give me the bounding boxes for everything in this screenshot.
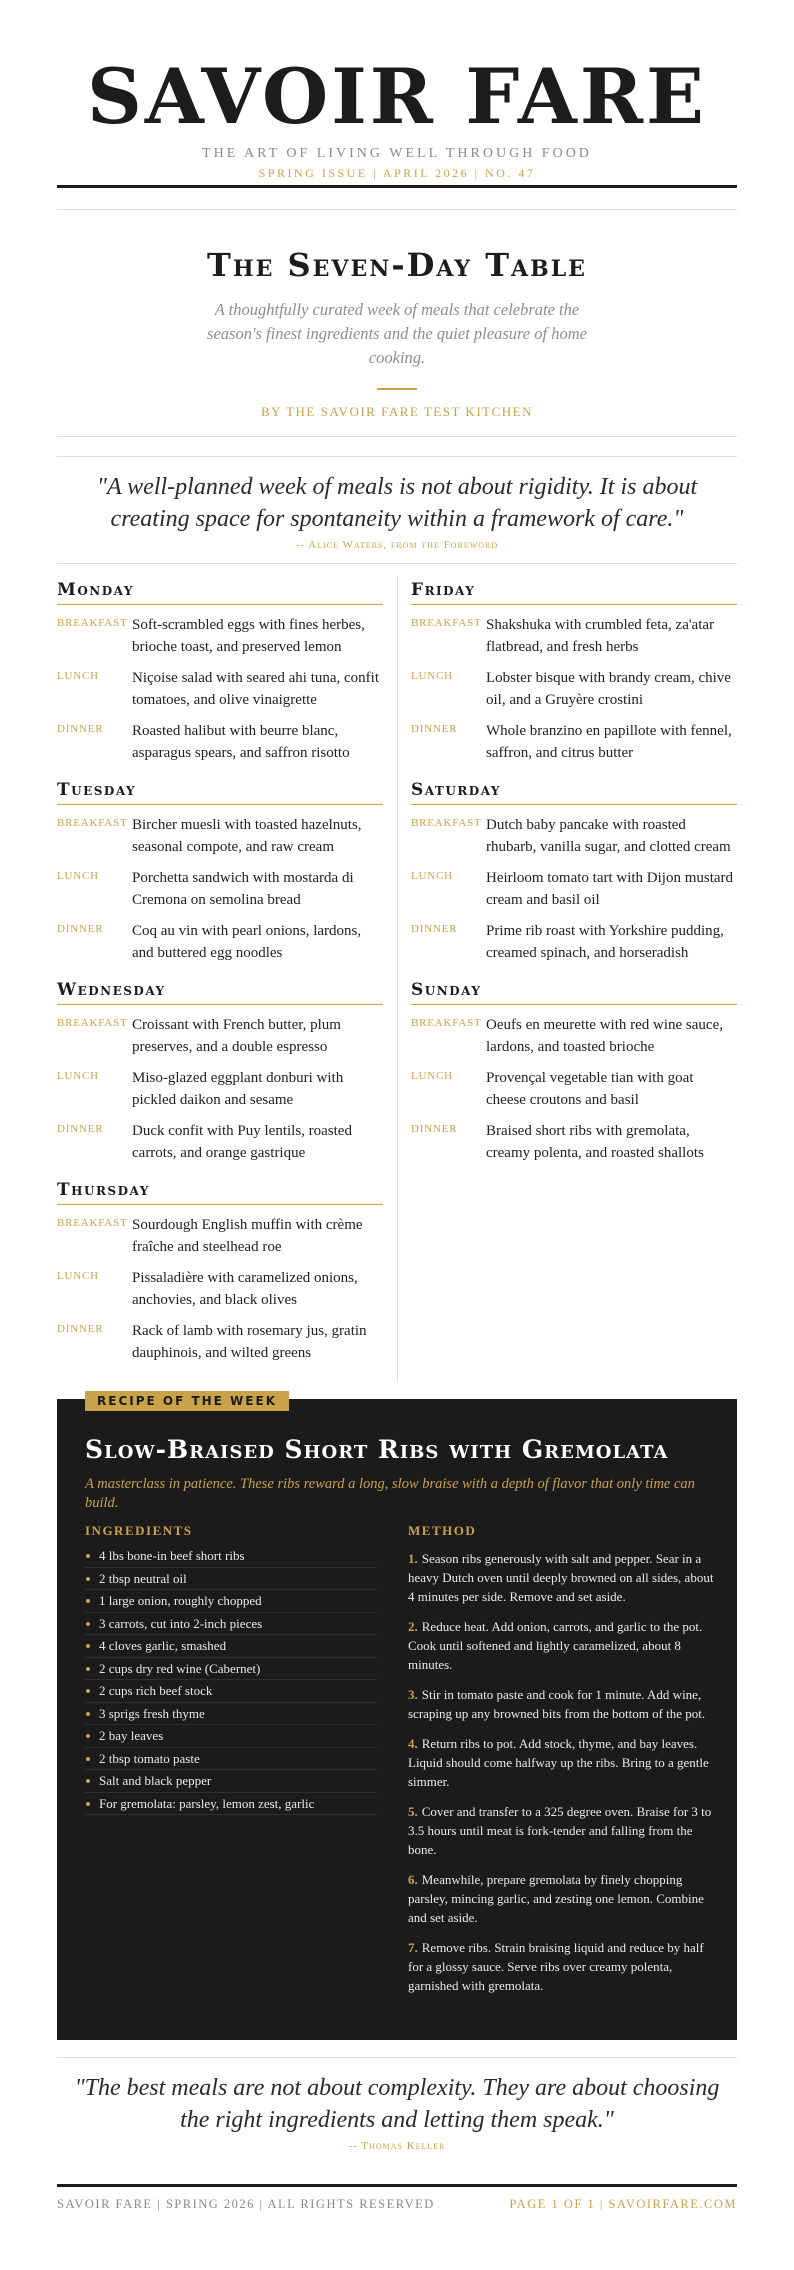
meal-dish: Miso-glazed eggplant donburi with pickled daikon and sesame — [132, 1070, 344, 1108]
ingredient-text: 1 large onion, roughly chopped — [99, 1593, 262, 1608]
ingredient-item — [85, 1703, 377, 1726]
ingredient-item — [85, 1680, 377, 1703]
masthead-rule — [57, 185, 737, 188]
ingredient-text: Salt and black pepper — [99, 1773, 212, 1788]
method-step — [408, 1685, 714, 1723]
day-name: Sunday — [411, 980, 737, 1005]
bullet-icon — [86, 1577, 90, 1581]
method-step — [408, 1802, 714, 1859]
recipe-dek: A masterclass in patience. These ribs reward a long, slow braise with a depth of flavor that only time can build. — [85, 1476, 695, 1511]
divider — [57, 209, 737, 210]
gold-divider — [377, 388, 417, 390]
method-step — [408, 1938, 714, 1995]
ingredient-text: 2 cups rich beef stock — [99, 1683, 213, 1698]
meal-dish: Croissant with French butter, plum preserves, and a double espresso — [132, 1017, 341, 1055]
day-block — [57, 580, 383, 764]
footer — [57, 2197, 737, 2212]
meal-dish: Provençal vegetable tian with goat cheese croutons and basil — [486, 1070, 694, 1108]
step-text: Remove ribs. Strain braising liquid and reduce by half for a glossy sauce. Serve ribs over creamy polenta, garnished with gremolata. — [408, 1940, 704, 1993]
divider — [57, 563, 737, 564]
method-step — [408, 1549, 714, 1606]
meal-label: DINNER — [57, 923, 104, 935]
ingredient-text: 2 cups dry red wine (Cabernet) — [99, 1660, 261, 1676]
ingredient-item — [85, 1725, 377, 1748]
recipe-tab: RECIPE OF THE WEEK — [85, 1391, 289, 1411]
pull-quote-attribution: -- Alice Waters, from the Foreword — [295, 539, 499, 551]
ingredient-item — [85, 1635, 377, 1658]
meal-row — [411, 1067, 737, 1111]
article-title: The Seven-Day Table — [207, 246, 587, 284]
footer-page-info[interactable]: PAGE 1 OF 1 | SAVOIRFARE.COM — [509, 2197, 737, 2211]
ingredient-item — [85, 1658, 377, 1681]
step-text: Season ribs generously with salt and pepper. Sear in a heavy Dutch oven until deeply browned on all sides, about 4 minutes per side. Remove and set aside. — [408, 1551, 714, 1604]
meal-row — [57, 1014, 383, 1058]
article-dek: A thoughtfully curated week of meals that celebrate the season's finest ingredients and the quiet pleasure of home cooking. — [207, 300, 587, 367]
meal-row — [57, 720, 383, 764]
day-name: Thursday — [57, 1180, 383, 1205]
meal-row — [411, 1014, 737, 1058]
meal-dish: Heirloom tomato tart with Dijon mustard cream and basil oil — [486, 870, 734, 908]
bullet-icon — [86, 1644, 90, 1648]
meal-dish: Rack of lamb with rosemary jus, gratin dauphinois, and wilted greens — [132, 1323, 367, 1361]
bullet-icon — [86, 1712, 90, 1716]
meal-row — [57, 920, 383, 964]
day-name: Tuesday — [57, 780, 383, 805]
day-block — [411, 780, 737, 964]
meal-label: LUNCH — [57, 1270, 99, 1282]
step-number: 7. — [408, 1940, 418, 1955]
meal-row — [411, 1120, 737, 1164]
meal-row — [411, 814, 737, 858]
meal-label: LUNCH — [411, 1070, 453, 1082]
ingredient-text: 2 tbsp neutral oil — [99, 1570, 187, 1586]
meal-row — [411, 720, 737, 764]
method-step — [408, 1617, 714, 1674]
ingredient-item — [85, 1568, 377, 1591]
divider — [57, 436, 737, 437]
meal-dish: Shakshuka with crumbled feta, za'atar flatbread, and fresh herbs — [486, 617, 715, 655]
masthead — [57, 50, 737, 181]
method-section — [408, 1523, 714, 2006]
meal-label: LUNCH — [57, 870, 99, 882]
magazine-tagline: THE ART OF LIVING WELL THROUGH FOOD — [202, 146, 592, 161]
bullet-icon — [86, 1554, 90, 1558]
ingredient-item — [85, 1748, 377, 1771]
bullet-icon — [86, 1734, 90, 1738]
step-number: 6. — [408, 1872, 418, 1887]
meal-label: DINNER — [411, 723, 458, 735]
article-header — [57, 246, 737, 420]
ingredient-text: 2 bay leaves — [99, 1728, 164, 1743]
meal-label: DINNER — [57, 1323, 104, 1335]
step-text: Cover and transfer to a 325 degree oven. Braise for 3 to 3.5 hours until meat is fork-tender and falling from the bone. — [408, 1804, 712, 1857]
method-step — [408, 1734, 714, 1791]
meal-dish: Porchetta sandwich with mostarda di Cremona on semolina bread — [132, 870, 354, 908]
meal-label: BREAKFAST — [411, 617, 482, 629]
bullet-icon — [86, 1757, 90, 1761]
meal-label: LUNCH — [57, 1070, 99, 1082]
column-divider — [397, 576, 398, 1382]
pull-quote — [57, 471, 737, 551]
byline: BY THE SAVOIR FARE TEST KITCHEN — [261, 404, 533, 419]
bullet-icon — [86, 1667, 90, 1671]
meal-dish: Roasted halibut with beurre blanc, asparagus spears, and saffron risotto — [132, 723, 350, 761]
step-number: 3. — [408, 1687, 418, 1702]
meal-label: BREAKFAST — [411, 1017, 482, 1029]
meal-dish: Braised short ribs with gremolata, creamy polenta, and roasted shallots — [486, 1123, 704, 1161]
ingredient-text: 4 lbs bone-in beef short ribs — [99, 1548, 245, 1563]
step-text: Stir in tomato paste and cook for 1 minute. Add wine, scraping up any browned bits from the bottom of the pot. — [408, 1687, 706, 1721]
bullet-icon — [86, 1622, 90, 1626]
recipe-box — [57, 1394, 737, 2040]
meal-row — [57, 1120, 383, 1164]
meal-label: LUNCH — [411, 670, 453, 682]
ingredient-item — [85, 1770, 377, 1793]
meal-label: BREAKFAST — [57, 617, 128, 629]
ingredient-text: 3 carrots, cut into 2-inch pieces — [99, 1615, 263, 1631]
ingredients-list — [85, 1545, 377, 1815]
recipe-title: Slow-Braised Short Ribs with Gremolata — [85, 1435, 669, 1464]
meal-label: BREAKFAST — [57, 1017, 128, 1029]
meal-dish: Duck confit with Puy lentils, roasted carrots, and orange gastrique — [132, 1123, 352, 1161]
closing-quote — [57, 2072, 737, 2152]
meal-row — [57, 667, 383, 711]
meal-dish: Prime rib roast with Yorkshire pudding, creamed spinach, and horseradish — [486, 923, 724, 961]
meal-row — [57, 814, 383, 858]
method-heading: METHOD — [408, 1523, 477, 1538]
meal-row — [57, 867, 383, 911]
day-name: Saturday — [411, 780, 737, 805]
ingredient-text: 4 cloves garlic, smashed — [99, 1638, 227, 1653]
method-list — [408, 1549, 714, 1995]
meal-label: DINNER — [411, 1123, 458, 1135]
step-number: 1. — [408, 1551, 418, 1566]
closing-quote-attribution: -- Thomas Keller — [348, 2140, 446, 2152]
meal-row — [57, 1320, 383, 1364]
day-name: Wednesday — [57, 980, 383, 1005]
day-block — [57, 980, 383, 1164]
footer-rule — [57, 2184, 737, 2187]
footer-credits: SAVOIR FARE | SPRING 2026 | ALL RIGHTS RESERVED — [57, 2197, 435, 2211]
bullet-icon — [86, 1779, 90, 1783]
meal-dish: Pissaladière with caramelized onions, anchovies, and black olives — [132, 1270, 358, 1308]
meal-dish: Bircher muesli with toasted hazelnuts, seasonal compote, and raw cream — [132, 817, 362, 855]
ingredient-text: 3 sprigs fresh thyme — [99, 1705, 205, 1721]
step-number: 2. — [408, 1619, 418, 1634]
meal-label: DINNER — [411, 923, 458, 935]
meal-dish: Whole branzino en papillote with fennel, saffron, and citrus butter — [486, 723, 732, 761]
ingredient-item — [85, 1793, 377, 1816]
meal-dish: Niçoise salad with seared ahi tuna, confit tomatoes, and olive vinaigrette — [132, 670, 380, 708]
meal-label: LUNCH — [57, 670, 99, 682]
meal-dish: Sourdough English muffin with crème fraîche and steelhead roe — [132, 1217, 363, 1255]
meal-row — [411, 867, 737, 911]
day-name: Monday — [57, 580, 383, 605]
bullet-icon — [86, 1689, 90, 1693]
meal-row — [57, 1214, 383, 1258]
meal-dish: Dutch baby pancake with roasted rhubarb, vanilla sugar, and clotted cream — [486, 817, 731, 855]
meal-row — [57, 614, 383, 658]
ingredient-item — [85, 1613, 377, 1636]
meal-row — [57, 1267, 383, 1311]
meal-row — [411, 667, 737, 711]
step-text: Reduce heat. Add onion, carrots, and garlic to the pot. Cook until softened and lightly caramelized, about 8 minutes. — [408, 1619, 703, 1672]
ingredients-section — [85, 1523, 377, 1815]
meal-dish: Lobster bisque with brandy cream, chive oil, and a Gruyère crostini — [486, 670, 731, 708]
step-number: 4. — [408, 1736, 418, 1751]
day-block — [411, 580, 737, 764]
ingredient-text: 2 tbsp tomato paste — [99, 1750, 200, 1766]
menu-column-right — [411, 580, 737, 1180]
method-step — [408, 1870, 714, 1927]
ingredients-heading: INGREDIENTS — [85, 1523, 193, 1538]
bullet-icon — [86, 1599, 90, 1603]
bullet-icon — [86, 1802, 90, 1806]
meal-label: DINNER — [57, 1123, 104, 1135]
meal-label: BREAKFAST — [411, 817, 482, 829]
ingredient-text: For gremolata: parsley, lemon zest, garlic — [99, 1795, 315, 1811]
day-block — [57, 780, 383, 964]
meal-label: BREAKFAST — [57, 817, 128, 829]
menu-column-left — [57, 580, 383, 1380]
day-block — [411, 980, 737, 1164]
meal-dish: Oeufs en meurette with red wine sauce, lardons, and toasted brioche — [486, 1017, 723, 1055]
pull-quote-text: "A well-planned week of meals is not about rigidity. It is about creating space for spontaneity within a framework of care." — [96, 474, 698, 532]
step-text: Meanwhile, prepare gremolata by finely chopping parsley, mincing garlic, and zesting one lemon. Combine and set aside. — [408, 1872, 704, 1925]
divider — [57, 2057, 737, 2058]
step-number: 5. — [408, 1804, 418, 1819]
meal-row — [57, 1067, 383, 1111]
ingredient-item — [85, 1545, 377, 1568]
step-text: Return ribs to pot. Add stock, thyme, and bay leaves. Liquid should come halfway up the ribs. Bring to a gentle simmer. — [408, 1736, 709, 1789]
meal-row — [411, 614, 737, 658]
divider — [57, 456, 737, 457]
day-block — [57, 1180, 383, 1364]
meal-dish: Coq au vin with pearl onions, lardons, and buttered egg noodles — [132, 923, 362, 961]
closing-quote-text: "The best meals are not about complexity. They are about choosing the right ingredients and letting them speak." — [74, 2075, 720, 2133]
issue-line: SPRING ISSUE | APRIL 2026 | NO. 47 — [258, 166, 536, 180]
meal-row — [411, 920, 737, 964]
day-name: Friday — [411, 580, 737, 605]
meal-label: BREAKFAST — [57, 1217, 128, 1229]
meal-label: DINNER — [57, 723, 104, 735]
ingredient-item — [85, 1590, 377, 1613]
meal-dish: Soft-scrambled eggs with fines herbes, brioche toast, and preserved lemon — [132, 617, 365, 655]
meal-label: LUNCH — [411, 870, 453, 882]
magazine-title: SAVOIR FARE — [87, 52, 707, 141]
